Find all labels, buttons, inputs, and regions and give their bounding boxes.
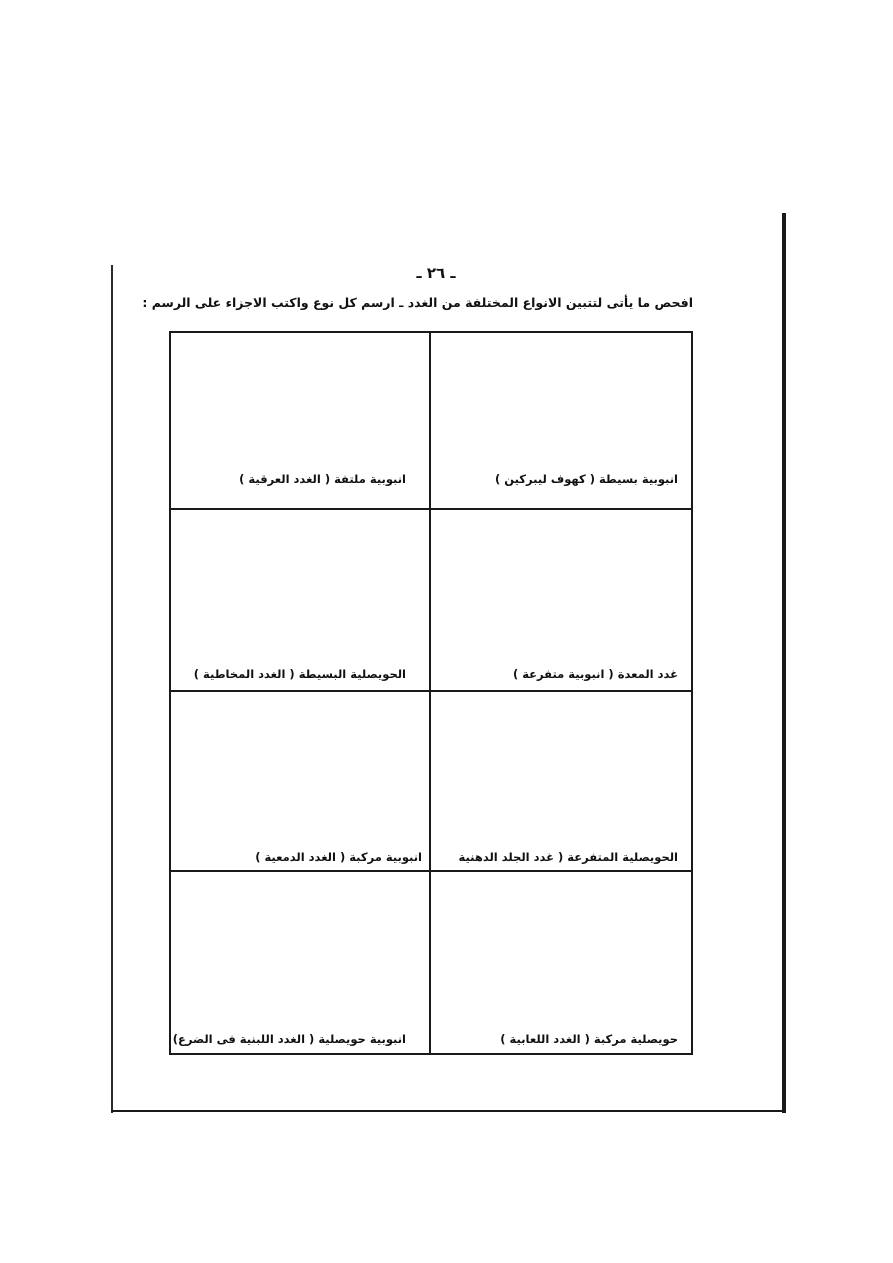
cell-label-branched-alveolar: الحويصلية المتفرعة ( غدد الجلد الدهنية [458, 850, 678, 864]
drawing-grid [169, 331, 693, 1055]
cell-label-simple-tubular: انبوبية بسيطة ( كهوف ليبركين ) [494, 472, 678, 486]
page-edge-left [111, 265, 113, 1113]
page-edge-bottom [111, 1110, 786, 1112]
grid-divider-vertical [429, 331, 431, 1055]
cell-label-simple-alveolar: الحويصلية البسيطة ( الغدد المخاطية ) [193, 667, 406, 681]
grid-divider-row-3 [169, 870, 693, 872]
cell-label-compound-tubular: انبوبية مركبة ( الغدد الدمعية ) [255, 850, 422, 864]
instruction-text: افحص ما يأتى لتتبين الانواع المختلفة من الغدد ـ ارسم كل نوع واكتب الاجزاء على الرسم : [142, 295, 693, 310]
cell-label-coiled-tubular: انبوبية ملتفة ( الغدد العرقية ) [239, 472, 406, 486]
cell-label-gastric-glands: غدد المعدة ( انبوبية متفرعة ) [512, 667, 678, 681]
grid-divider-row-1 [169, 508, 693, 510]
grid-divider-row-2 [169, 690, 693, 692]
cell-label-tubuloalveolar: انبوبية حويصلية ( الغدد اللبنية فى الضرع) [172, 1032, 406, 1046]
page-edge-right [782, 213, 786, 1113]
cell-label-compound-alveolar: حويصلية مركبة ( الغدد اللعابية ) [500, 1032, 678, 1046]
page-number: ـ ٢٦ ـ [416, 264, 456, 282]
